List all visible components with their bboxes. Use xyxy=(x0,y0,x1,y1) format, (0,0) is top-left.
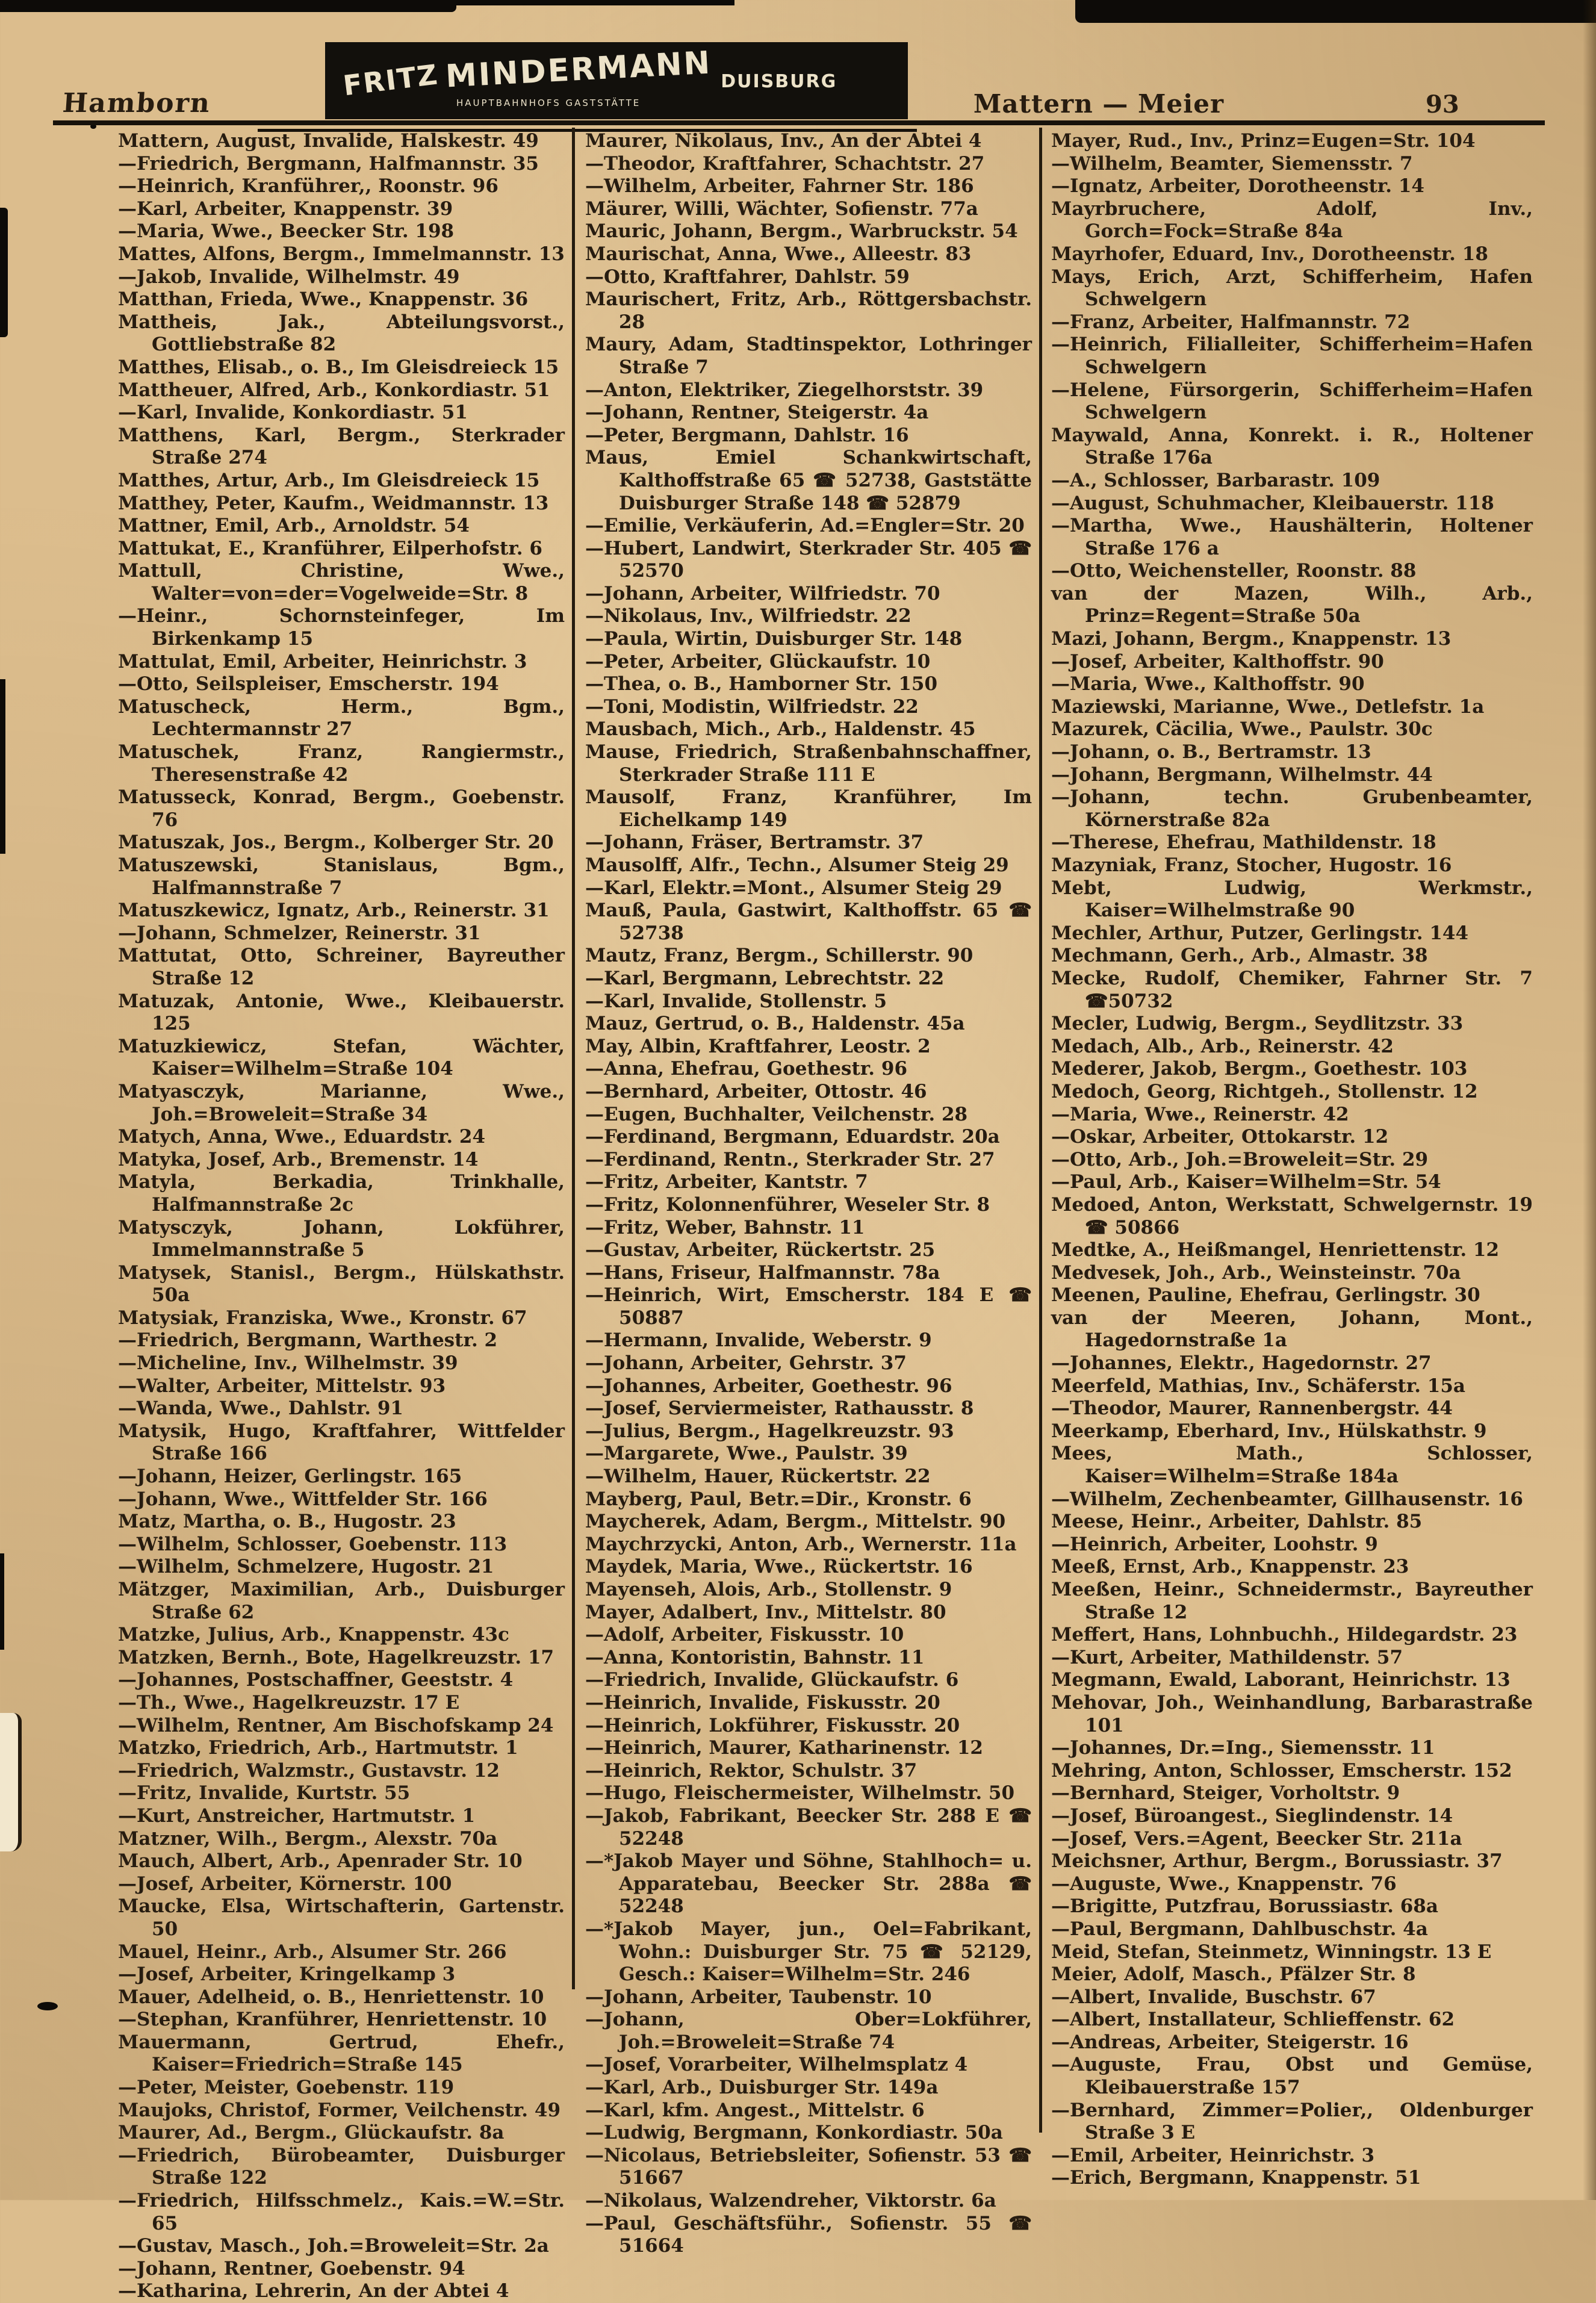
directory-entry: Meerfeld, Mathias, Inv., Schäferstr. 15a xyxy=(1051,1375,1466,1397)
directory-entry: —Josef, Serviermeister, Rathausstr. 8 xyxy=(585,1397,974,1420)
directory-entry: Maycherek, Adam, Bergm., Mittelstr. 90 xyxy=(585,1511,1006,1533)
directory-entry: —Ferdinand, Bergmann, Eduardstr. 20a xyxy=(585,1126,1000,1148)
directory-entry: Maurer, Ad., Bergm., Glückaufstr. 8a xyxy=(118,2122,505,2144)
directory-entry: —Emil, Arbeiter, Heinrichstr. 3 xyxy=(1051,2144,1375,2166)
directory-entry: —Heinrich, Invalide, Fiskusstr. 20 xyxy=(585,1691,940,1714)
directory-entry: Mederer, Jakob, Bergm., Goethestr. 103 xyxy=(1051,1058,1468,1080)
directory-entry: May, Albin, Kraftfahrer, Leostr. 2 xyxy=(585,1035,931,1057)
directory-entry: Mebt, Ludwig, Werkmstr., Kaiser=Wilhelmstraße 90 xyxy=(1051,877,1533,922)
directory-entry: —Karl, kfm. Angest., Mittelstr. 6 xyxy=(585,2099,925,2121)
directory-entry: —Peter, Meister, Goebenstr. 119 xyxy=(118,2077,455,2099)
directory-entry: Mausbach, Mich., Arb., Haldenstr. 45 xyxy=(585,718,976,741)
directory-entry: van der Meeren, Johann, Mont., Hagedornstraße 1a xyxy=(1051,1307,1533,1352)
scan-edge-artifact xyxy=(0,0,456,12)
directory-entry: Mattheuer, Alfred, Arb., Konkordiastr. 51 xyxy=(118,379,550,401)
directory-entry: —Micheline, Inv., Wilhelmstr. 39 xyxy=(118,1352,458,1375)
directory-entry: —Erich, Bergmann, Knappenstr. 51 xyxy=(1051,2167,1421,2189)
directory-entry: —Anna, Ehefrau, Goethestr. 96 xyxy=(585,1058,908,1080)
directory-entry: van der Mazen, Wilh., Arb., Prinz=Regent=Straße 50a xyxy=(1051,582,1533,627)
ink-speck xyxy=(37,2002,58,2010)
directory-entry: —Johann, Arbeiter, Gehrstr. 37 xyxy=(585,1352,907,1375)
directory-entry: Matuschek, Franz, Rangiermstr., Theresenstraße 42 xyxy=(118,741,565,786)
directory-entry: —Fritz, Arbeiter, Kantstr. 7 xyxy=(585,1171,868,1193)
advertisement-name-last: MINDERMANN xyxy=(444,45,713,95)
directory-entry: Medoch, Georg, Richtgeh., Stollenstr. 12 xyxy=(1051,1080,1478,1102)
directory-entry: —Heinrich, Rektor, Schulstr. 37 xyxy=(585,1759,918,1782)
directory-entry: Maurischat, Anna, Wwe., Alleestr. 83 xyxy=(585,243,972,265)
column-divider xyxy=(1039,128,1042,2133)
directory-entry: Matuzak, Antonie, Wwe., Kleibauerstr. 125 xyxy=(118,990,565,1035)
directory-entry: Maus, Emiel Schankwirtschaft, Kalthoffstraße 65 ☎ 52738, Gaststätte Duisburger Straße 148 ☎ 52879 xyxy=(585,447,1032,514)
directory-entry: —Johann, Fräser, Bertramstr. 37 xyxy=(585,831,924,854)
directory-entry: Matthey, Peter, Kaufm., Weidmannstr. 13 xyxy=(118,492,549,514)
directory-entry: —Peter, Arbeiter, Glückaufstr. 10 xyxy=(585,650,931,673)
directory-entry: —Johannes, Postschaffner, Geeststr. 4 xyxy=(118,1669,514,1691)
directory-entry: Mayberg, Paul, Betr.=Dir., Kronstr. 6 xyxy=(585,1488,972,1510)
directory-entry: Matuzkiewicz, Stefan, Wächter, Kaiser=Wilhelm=Straße 104 xyxy=(118,1035,565,1080)
directory-entry: —Friedrich, Hilfsschmelz., Kais.=W.=Str. 65 xyxy=(118,2190,565,2234)
directory-entry: —Albert, Invalide, Buschstr. 67 xyxy=(1051,1986,1376,2008)
directory-entry: —Wilhelm, Hauer, Rückertstr. 22 xyxy=(585,1465,931,1488)
directory-entry: Medtke, A., Heißmangel, Henriettenstr. 12 xyxy=(1051,1239,1500,1261)
directory-entry: —Johann, Schmelzer, Reinerstr. 31 xyxy=(118,922,481,944)
directory-entry: Matz, Martha, o. B., Hugostr. 23 xyxy=(118,1511,456,1533)
directory-entry: Mattulat, Emil, Arbeiter, Heinrichstr. 3 xyxy=(118,650,527,673)
directory-entry: —Heinr., Schornsteinfeger, Im Birkenkamp 15 xyxy=(118,605,565,650)
directory-entry: Meid, Stefan, Steinmetz, Winningstr. 13 E xyxy=(1051,1941,1492,1963)
directory-entry: Mäurer, Willi, Wächter, Sofienstr. 77a xyxy=(585,197,978,220)
directory-entry: —Wilhelm, Schmelzere, Hugostr. 21 xyxy=(118,1556,494,1578)
directory-column-1 xyxy=(118,130,565,2303)
directory-entry: Mattull, Christine, Wwe., Walter=von=der=Vogelweide=Str. 8 xyxy=(118,560,565,604)
directory-entry: —Otto, Weichensteller, Roonstr. 88 xyxy=(1051,560,1417,582)
directory-entry: Matysiak, Franziska, Wwe., Kronstr. 67 xyxy=(118,1307,527,1329)
scan-edge-artifact xyxy=(421,0,734,5)
directory-entry: —Anna, Kontoristin, Bahnstr. 11 xyxy=(585,1646,925,1668)
directory-entry: —Auguste, Wwe., Knappenstr. 76 xyxy=(1051,1873,1397,1895)
directory-entry: —Nikolaus, Walzendreher, Viktorstr. 6a xyxy=(585,2190,996,2212)
directory-entry: Matysek, Stanisl., Bergm., Hülskathstr. 50a xyxy=(118,1261,565,1307)
directory-entry: —Otto, Seilspleiser, Emscherstr. 194 xyxy=(118,673,499,695)
directory-entry: —Gustav, Masch., Joh.=Broweleit=Str. 2a xyxy=(118,2235,549,2257)
directory-entry: Mattern, August, Invalide, Halskestr. 49 xyxy=(118,130,539,152)
directory-entry: Mauric, Johann, Bergm., Warbruckstr. 54 xyxy=(585,220,1018,243)
directory-entry: —Johann, Rentner, Goebenstr. 94 xyxy=(118,2257,465,2280)
directory-entry: —Heinrich, Kranführer,, Roonstr. 96 xyxy=(118,175,498,197)
directory-entry: Maydek, Maria, Wwe., Rückertstr. 16 xyxy=(585,1556,973,1578)
directory-entry: —Bernhard, Arbeiter, Ottostr. 46 xyxy=(585,1080,927,1102)
directory-entry: —Johann, Bergmann, Wilhelmstr. 44 xyxy=(1051,763,1433,786)
advertisement-subtitle: HAUPTBAHNHOFS GASTSTÄTTE xyxy=(456,98,641,108)
directory-entry: Matthes, Elisab., o. B., Im Gleisdreieck 15 xyxy=(118,356,559,378)
page-curl-artifact xyxy=(0,1713,22,1851)
directory-entry: Mautz, Franz, Bergm., Schillerstr. 90 xyxy=(585,945,973,967)
directory-entry: —Paul, Arb., Kaiser=Wilhelm=Str. 54 xyxy=(1051,1171,1441,1193)
directory-entry: —Th., Wwe., Hagelkreuzstr. 17 E xyxy=(118,1691,460,1714)
directory-entry: —Johann, Wwe., Wittfelder Str. 166 xyxy=(118,1488,488,1510)
directory-entry: —Friedrich, Walzmstr., Gustavstr. 12 xyxy=(118,1759,500,1782)
directory-entry: Matuszak, Jos., Bergm., Kolberger Str. 20 xyxy=(118,831,554,854)
directory-entry: —Fritz, Kolonnenführer, Weseler Str. 8 xyxy=(585,1193,990,1216)
directory-entry: Mauz, Gertrud, o. B., Haldenstr. 45a xyxy=(585,1013,965,1035)
directory-entry: Matyasczyk, Marianne, Wwe., Joh.=Broweleit=Straße 34 xyxy=(118,1080,565,1125)
directory-column-3 xyxy=(1051,130,1533,2190)
directory-entry: —Johann, Arbeiter, Taubenstr. 10 xyxy=(585,1986,932,2008)
directory-entry: —Jakob, Invalide, Wilhelmstr. 49 xyxy=(118,266,460,288)
directory-entry: —Hans, Friseur, Halfmannstr. 78a xyxy=(585,1261,940,1284)
advertisement-city: DUISBURG xyxy=(721,71,837,92)
directory-entry: Maurer, Nikolaus, Inv., An der Abtei 4 xyxy=(585,130,982,152)
directory-entry: Mausolf, Franz, Kranführer, Im Eichelkamp 149 xyxy=(585,786,1032,831)
directory-entry: —Julius, Bergm., Hagelkreuzstr. 93 xyxy=(585,1420,954,1442)
directory-entry: —Johann, o. B., Bertramstr. 13 xyxy=(1051,741,1371,763)
directory-entry: —Heinrich, Filialleiter, Schifferheim=Hafen Schwelgern xyxy=(1051,334,1533,378)
directory-entry: Mechler, Arthur, Putzer, Gerlingstr. 144 xyxy=(1051,922,1469,944)
scan-edge-artifact xyxy=(0,679,5,854)
directory-entry: Mechmann, Gerh., Arb., Almastr. 38 xyxy=(1051,945,1428,967)
directory-entry: —Karl, Invalide, Konkordiastr. 51 xyxy=(118,402,468,424)
directory-entry: —Andreas, Arbeiter, Steigerstr. 16 xyxy=(1051,2031,1409,2053)
advertisement-name-first: FRITZ xyxy=(341,58,441,102)
directory-entry: Maucke, Elsa, Wirtschafterin, Gartenstr. 50 xyxy=(118,1895,565,1940)
directory-entry: —Karl, Arb., Duisburger Str. 149a xyxy=(585,2077,939,2099)
directory-entry: —Friedrich, Invalide, Glückaufstr. 6 xyxy=(585,1669,959,1691)
directory-entry: Medach, Alb., Arb., Reinerstr. 42 xyxy=(1051,1035,1394,1057)
directory-entry: —Margarete, Wwe., Paulstr. 39 xyxy=(585,1443,908,1465)
directory-entry: —A., Schlosser, Barbarastr. 109 xyxy=(1051,469,1380,491)
directory-entry: Maziewski, Marianne, Wwe., Detlefstr. 1a xyxy=(1051,695,1485,718)
directory-entry: —Josef, Arbeiter, Körnerstr. 100 xyxy=(118,1873,452,1895)
directory-entry: Matzke, Julius, Arb., Knappenstr. 43c xyxy=(118,1624,509,1646)
directory-entry: —Franz, Arbeiter, Halfmannstr. 72 xyxy=(1051,311,1411,333)
directory-entry: Mauer, Adelheid, o. B., Henriettenstr. 10 xyxy=(118,1986,544,2008)
directory-entry: —Maria, Wwe., Reinerstr. 42 xyxy=(1051,1103,1349,1125)
directory-entry: Mayer, Rud., Inv., Prinz=Eugen=Str. 104 xyxy=(1051,130,1476,152)
directory-entry: —*Jakob Mayer und Söhne, Stahlhoch= u. Apparatebau, Beecker Str. 288a ☎ 52248 xyxy=(585,1850,1032,1918)
directory-entry: —Theodor, Maurer, Rannenbergstr. 44 xyxy=(1051,1397,1453,1420)
directory-entry: —Bernhard, Steiger, Vorholtstr. 9 xyxy=(1051,1782,1400,1804)
directory-entry: Mauel, Heinr., Arb., Alsumer Str. 266 xyxy=(118,1941,507,1963)
directory-entry: Matysczyk, Johann, Lokführer, Immelmannstraße 5 xyxy=(118,1216,565,1261)
directory-entry: —Paula, Wirtin, Duisburger Str. 148 xyxy=(585,628,963,650)
directory-entry: —Otto, Arb., Joh.=Broweleit=Str. 29 xyxy=(1051,1148,1429,1170)
directory-entry: —Josef, Arbeiter, Kringelkamp 3 xyxy=(118,1963,456,1986)
directory-entry: —Kurt, Anstreicher, Hartmutstr. 1 xyxy=(118,1804,476,1827)
scan-edge-artifact xyxy=(0,208,8,337)
directory-entry: —Katharina, Lehrerin, An der Abtei 4 xyxy=(118,2280,509,2302)
directory-entry: Mause, Friedrich, Straßenbahnschaffner, Sterkrader Straße 111 E xyxy=(585,741,1032,786)
directory-entry: —Heinrich, Arbeiter, Loohstr. 9 xyxy=(1051,1533,1378,1555)
directory-entry: Mattner, Emil, Arb., Arnoldstr. 54 xyxy=(118,515,470,537)
directory-entry: —Wanda, Wwe., Dahlstr. 91 xyxy=(118,1397,403,1420)
directory-entry: —Albert, Installateur, Schlieffenstr. 62 xyxy=(1051,2009,1455,2031)
header-rule xyxy=(53,120,1545,125)
directory-entry: Mauß, Paula, Gastwirt, Kalthoffstr. 65 ☎ 52738 xyxy=(585,900,1032,944)
column-divider xyxy=(572,128,575,1989)
directory-entry: Meerkamp, Eberhard, Inv., Hülskathstr. 9 xyxy=(1051,1420,1487,1442)
directory-entry: —Walter, Arbeiter, Mittelstr. 93 xyxy=(118,1375,446,1397)
directory-entry: Meichsner, Arthur, Bergm., Borussiastr. 37 xyxy=(1051,1850,1503,1873)
directory-entry: —Johannes, Dr.=Ing., Siemensstr. 11 xyxy=(1051,1737,1435,1759)
page-number: 93 xyxy=(1426,90,1459,119)
directory-entry: Mauermann, Gertrud, Ehefr., Kaiser=Friedrich=Straße 145 xyxy=(118,2031,565,2076)
directory-entry: —Helene, Fürsorgerin, Schifferheim=Hafen Schwelgern xyxy=(1051,379,1533,424)
directory-entry: —Karl, Elektr.=Mont., Alsumer Steig 29 xyxy=(585,877,1002,899)
directory-entry: —Karl, Invalide, Stollenstr. 5 xyxy=(585,990,887,1012)
directory-entry: —Josef, Vorarbeiter, Wilhelmsplatz 4 xyxy=(585,2054,968,2076)
directory-entry: —Heinrich, Maurer, Katharinenstr. 12 xyxy=(585,1737,983,1759)
advertisement-name xyxy=(341,45,837,102)
directory-entry: —Theodor, Kraftfahrer, Schachtstr. 27 xyxy=(585,152,985,175)
directory-entry: —Maria, Wwe., Kalthoffstr. 90 xyxy=(1051,673,1365,695)
directory-entry: —Karl, Bergmann, Lebrechtstr. 22 xyxy=(585,967,945,989)
region-name: Hamborn xyxy=(61,88,212,119)
directory-entry: —Auguste, Frau, Obst und Gemüse, Kleibauerstraße 157 xyxy=(1051,2054,1533,2099)
directory-entry: —Hermann, Invalide, Weberstr. 9 xyxy=(585,1329,932,1352)
directory-entry: Maychrzycki, Anton, Arb., Wernerstr. 11a xyxy=(585,1533,1017,1555)
directory-entry: Matysik, Hugo, Kraftfahrer, Wittfelder Straße 166 xyxy=(118,1420,565,1465)
directory-entry: —Wilhelm, Schlosser, Goebenstr. 113 xyxy=(118,1533,508,1555)
directory-entry: Medvesek, Joh., Arb., Weinsteinstr. 70a xyxy=(1051,1261,1461,1284)
directory-entry: —Bernhard, Zimmer=Polier,, Oldenburger Straße 3 E xyxy=(1051,2099,1533,2144)
directory-entry: Mazi, Johann, Bergm., Knappenstr. 13 xyxy=(1051,628,1452,650)
directory-entry: —Paul, Geschäftsführ., Sofienstr. 55 ☎ 51664 xyxy=(585,2212,1032,2257)
directory-entry: —*Jakob Mayer, jun., Oel=Fabrikant, Wohn.: Duisburger Str. 75 ☎ 52129, Gesch.: Kaiser=Wilhelm=Str. 246 xyxy=(585,1918,1032,1986)
directory-entry: Matuscheck, Herm., Bgm., Lechtermannstr 27 xyxy=(118,695,565,741)
directory-entry: Megmann, Ewald, Laborant, Heinrichstr. 13 xyxy=(1051,1669,1511,1691)
directory-entry: Matzko, Friedrich, Arb., Hartmutstr. 1 xyxy=(118,1737,518,1759)
directory-entry: Mausolff, Alfr., Techn., Alsumer Steig 29 xyxy=(585,854,1009,876)
directory-entry: Mees, Math., Schlosser, Kaiser=Wilhelm=Straße 184a xyxy=(1051,1443,1533,1488)
directory-entry: —Stephan, Kranführer, Henriettenstr. 10 xyxy=(118,2009,547,2031)
scan-edge-artifact xyxy=(0,1553,4,1650)
directory-entry: Matuszewski, Stanislaus, Bgm., Halfmannstraße 7 xyxy=(118,854,565,899)
directory-entry: Mayrhofer, Eduard, Inv., Dorotheenstr. 18 xyxy=(1051,243,1488,265)
page-title: Mattern — Meier xyxy=(973,89,1225,119)
directory-entry: Mayenseh, Alois, Arb., Stollenstr. 9 xyxy=(585,1579,952,1600)
directory-entry: —Ludwig, Bergmann, Konkordiastr. 50a xyxy=(585,2122,1003,2144)
directory-entry: Mattes, Alfons, Bergm., Immelmannstr. 13 xyxy=(118,243,565,265)
directory-entry: —Karl, Arbeiter, Knappenstr. 39 xyxy=(118,197,453,220)
directory-entry: —Paul, Bergmann, Dahlbuschstr. 4a xyxy=(1051,1918,1428,1940)
directory-entry: —Josef, Büroangest., Sieglindenstr. 14 xyxy=(1051,1804,1453,1827)
directory-entry: Medoed, Anton, Werkstatt, Schwelgernstr. 19 ☎ 50866 xyxy=(1051,1193,1533,1239)
directory-entry: Mazurek, Cäcilia, Wwe., Paulstr. 30c xyxy=(1051,718,1433,741)
directory-entry: —Martha, Wwe., Haushälterin, Holtener Straße 176 a xyxy=(1051,515,1533,559)
directory-entry: —Johann, Arbeiter, Wilfriedstr. 70 xyxy=(585,582,940,604)
directory-entry: Matuszkewicz, Ignatz, Arb., Reinerstr. 31 xyxy=(118,900,550,922)
directory-entry: —Otto, Kraftfahrer, Dahlstr. 59 xyxy=(585,266,910,288)
directory-entry: Matzken, Bernh., Bote, Hagelkreuzstr. 17 xyxy=(118,1646,554,1668)
directory-entry: Matusseck, Konrad, Bergm., Goebenstr. 76 xyxy=(118,786,565,831)
directory-entry: —Ferdinand, Rentn., Sterkrader Str. 27 xyxy=(585,1148,995,1170)
directory-entry: —Johann, Heizer, Gerlingstr. 165 xyxy=(118,1465,462,1488)
directory-entry: Matthan, Frieda, Wwe., Knappenstr. 36 xyxy=(118,288,529,311)
directory-entry: —Friedrich, Bergmann, Warthestr. 2 xyxy=(118,1329,498,1352)
directory-entry: Matthens, Karl, Bergm., Sterkrader Straße 274 xyxy=(118,424,565,469)
directory-entry: Maywald, Anna, Konrekt. i. R., Holtener Straße 176a xyxy=(1051,424,1533,469)
directory-entry: —Josef, Vers.=Agent, Beecker Str. 211a xyxy=(1051,1827,1462,1850)
directory-entry: —Anton, Elektriker, Ziegelhorststr. 39 xyxy=(585,379,984,401)
directory-entry: —Heinrich, Lokführer, Fiskusstr. 20 xyxy=(585,1714,960,1736)
directory-entry: —Wilhelm, Rentner, Am Bischofskamp 24 xyxy=(118,1714,554,1736)
directory-entry: —Friedrich, Bürobeamter, Duisburger Straße 122 xyxy=(118,2144,565,2189)
directory-entry: —Gustav, Arbeiter, Rückertstr. 25 xyxy=(585,1239,936,1261)
directory-entry: —Toni, Modistin, Wilfriedstr. 22 xyxy=(585,695,919,718)
directory-entry: —Hubert, Landwirt, Sterkrader Str. 405 ☎ 52570 xyxy=(585,537,1032,582)
directory-entry: —August, Schuhmacher, Kleibauerstr. 118 xyxy=(1051,492,1494,514)
advertisement-banner xyxy=(325,42,908,119)
scan-edge-shadow xyxy=(1583,0,1596,2200)
directory-entry: —Emilie, Verkäuferin, Ad.=Engler=Str. 20 xyxy=(585,515,1025,537)
directory-entry: —Fritz, Weber, Bahnstr. 11 xyxy=(585,1216,865,1239)
directory-entry: —Nikolaus, Inv., Wilfriedstr. 22 xyxy=(585,605,911,627)
directory-entry: —Oskar, Arbeiter, Ottokarstr. 12 xyxy=(1051,1126,1389,1148)
directory-entry: Maujoks, Christof, Former, Veilchenstr. 49 xyxy=(118,2099,561,2121)
directory-entry: Meeß, Ernst, Arb., Knappenstr. 23 xyxy=(1051,1556,1409,1578)
directory-entry: Mätzger, Maximilian, Arb., Duisburger Straße 62 xyxy=(118,1579,565,1623)
directory-entry: Mazyniak, Franz, Stocher, Hugostr. 16 xyxy=(1051,854,1452,876)
directory-column-2 xyxy=(585,130,1032,2258)
directory-entry: —Peter, Bergmann, Dahlstr. 16 xyxy=(585,424,909,446)
directory-entry: —Eugen, Buchhalter, Veilchenstr. 28 xyxy=(585,1103,968,1125)
directory-entry: Meeßen, Heinr., Schneidermstr., Bayreuther Straße 12 xyxy=(1051,1579,1533,1623)
directory-entry: Mayer, Adalbert, Inv., Mittelstr. 80 xyxy=(585,1601,946,1623)
directory-entry: —Nicolaus, Betriebsleiter, Sofienstr. 53 ☎ 51667 xyxy=(585,2144,1032,2189)
directory-entry: —Brigitte, Putzfrau, Borussiastr. 68a xyxy=(1051,1895,1438,1918)
directory-entry: Mecke, Rudolf, Chemiker, Fahrner Str. 7 ☎50732 xyxy=(1051,967,1533,1012)
directory-entry: —Johann, Ober=Lokführer, Joh.=Broweleit=Straße 74 xyxy=(585,2009,1032,2053)
directory-entry: Meier, Adolf, Masch., Pfälzer Str. 8 xyxy=(1051,1963,1416,1986)
directory-entry: Mays, Erich, Arzt, Schifferheim, Hafen Schwelgern xyxy=(1051,266,1533,311)
directory-entry: —Wilhelm, Arbeiter, Fahrner Str. 186 xyxy=(585,175,974,197)
directory-entry: —Josef, Arbeiter, Kalthoffstr. 90 xyxy=(1051,650,1384,673)
directory-entry: —Kurt, Arbeiter, Mathildenstr. 57 xyxy=(1051,1646,1403,1668)
directory-entry: Maurischert, Fritz, Arb., Röttgersbachstr. 28 xyxy=(585,288,1032,333)
directory-entry: —Maria, Wwe., Beecker Str. 198 xyxy=(118,220,455,243)
directory-entry: —Thea, o. B., Hamborner Str. 150 xyxy=(585,673,938,695)
directory-entry: Matzner, Wilh., Bergm., Alexstr. 70a xyxy=(118,1827,498,1850)
directory-entry: Mattheis, Jak., Abteilungsvorst., Gottliebstraße 82 xyxy=(118,311,565,356)
directory-entry: Maury, Adam, Stadtinspektor, Lothringer Straße 7 xyxy=(585,334,1032,378)
directory-entry: —Jakob, Fabrikant, Beecker Str. 288 E ☎ 52248 xyxy=(585,1804,1032,1850)
directory-entry: Mehovar, Joh., Weinhandlung, Barbarastraße 101 xyxy=(1051,1691,1533,1736)
scan-edge-artifact xyxy=(1075,0,1596,23)
directory-entry: —Wilhelm, Beamter, Siemensstr. 7 xyxy=(1051,152,1413,175)
directory-entry: —Ignatz, Arbeiter, Dorotheenstr. 14 xyxy=(1051,175,1424,197)
directory-entry: Mattutat, Otto, Schreiner, Bayreuther Straße 12 xyxy=(118,945,565,989)
directory-entry: —Johannes, Elektr., Hagedornstr. 27 xyxy=(1051,1352,1432,1375)
directory-entry: —Hugo, Fleischermeister, Wilhelmstr. 50 xyxy=(585,1782,1015,1804)
directory-entry: Mehring, Anton, Schlosser, Emscherstr. 152 xyxy=(1051,1759,1512,1782)
directory-entry: —Adolf, Arbeiter, Fiskusstr. 10 xyxy=(585,1624,904,1646)
directory-entry: —Friedrich, Bergmann, Halfmannstr. 35 xyxy=(118,152,539,175)
directory-entry: —Therese, Ehefrau, Mathildenstr. 18 xyxy=(1051,831,1436,854)
directory-entry: Meenen, Pauline, Ehefrau, Gerlingstr. 30 xyxy=(1051,1284,1480,1307)
directory-entry: Matthes, Artur, Arb., Im Gleisdreieck 15 xyxy=(118,469,540,491)
directory-entry: —Wilhelm, Zechenbeamter, Gillhausenstr. 16 xyxy=(1051,1488,1523,1510)
directory-entry: —Heinrich, Wirt, Emscherstr. 184 E ☎ 50887 xyxy=(585,1284,1032,1329)
directory-entry: —Johannes, Arbeiter, Goethestr. 96 xyxy=(585,1375,952,1397)
directory-entry: Mecler, Ludwig, Bergm., Seydlitzstr. 33 xyxy=(1051,1013,1464,1035)
directory-entry: Mattukat, E., Kranführer, Eilperhofstr. 6 xyxy=(118,537,542,559)
directory-entry: —Johann, Rentner, Steigerstr. 4a xyxy=(585,402,929,424)
directory-entry: —Johann, techn. Grubenbeamter, Körnerstraße 82a xyxy=(1051,786,1533,831)
directory-entry: Matyla, Berkadia, Trinkhalle, Halfmannstraße 2c xyxy=(118,1171,565,1216)
directory-entry: Mayrbruchere, Adolf, Inv., Gorch=Fock=Straße 84a xyxy=(1051,197,1533,243)
directory-entry: Matych, Anna, Wwe., Eduardstr. 24 xyxy=(118,1126,486,1148)
directory-entry: —Fritz, Invalide, Kurtstr. 55 xyxy=(118,1782,411,1804)
directory-entry: Meese, Heinr., Arbeiter, Dahlstr. 85 xyxy=(1051,1511,1423,1533)
directory-entry: Matyka, Josef, Arb., Bremenstr. 14 xyxy=(118,1148,479,1170)
directory-entry: Meffert, Hans, Lohnbuchh., Hildegardstr. 23 xyxy=(1051,1624,1518,1646)
directory-entry: Mauch, Albert, Arb., Apenrader Str. 10 xyxy=(118,1850,523,1873)
